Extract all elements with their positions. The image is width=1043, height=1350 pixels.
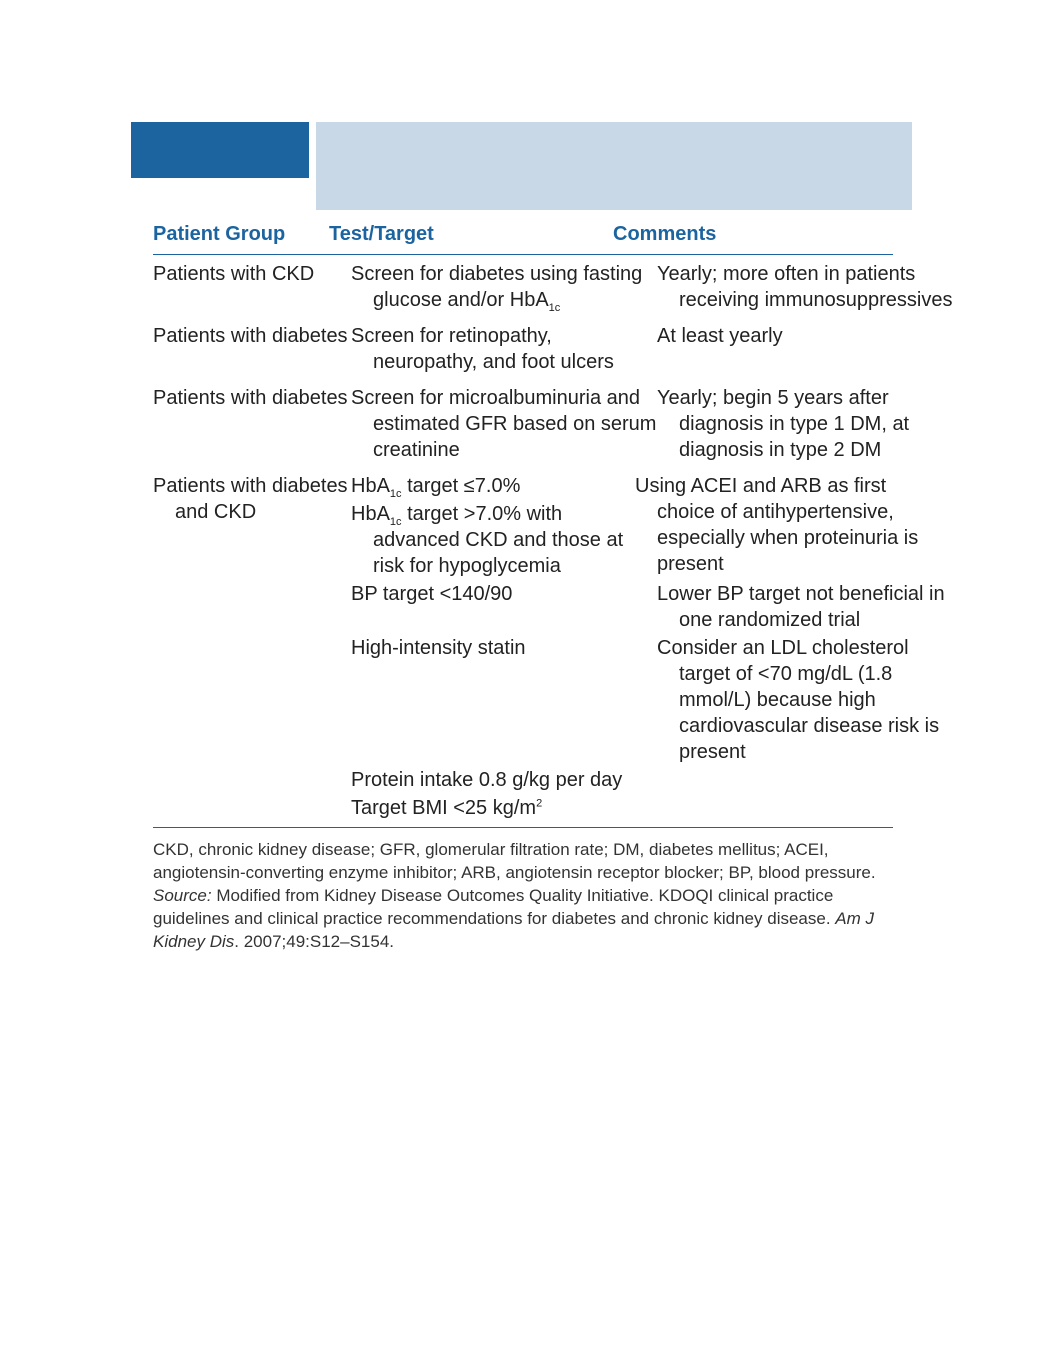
column-header-test-target: Test/Target xyxy=(329,223,434,245)
subscript: 1c xyxy=(548,302,561,314)
test-text: HbA xyxy=(351,503,390,525)
header-light-block xyxy=(316,122,912,210)
test-line xyxy=(351,501,635,579)
subscript: 1c xyxy=(389,516,402,528)
subscript: 1c xyxy=(389,488,402,500)
source-label: Source: xyxy=(153,886,212,905)
comment-cell xyxy=(635,767,915,821)
column-header-comments: Comments xyxy=(613,223,717,245)
patient-group-cell xyxy=(153,767,351,821)
recommendations-table xyxy=(153,214,953,828)
table-row xyxy=(153,579,945,633)
test-text: target >7.0% with advanced CKD and those at risk for hypoglycemia xyxy=(373,503,624,577)
table-header-row xyxy=(153,214,893,255)
comment-cell: Yearly; begin 5 years after diagnosis in type 1 DM, at diagnosis in type 2 DM xyxy=(657,387,910,461)
superscript: 2 xyxy=(536,797,543,810)
column-header-patient-group: Patient Group xyxy=(153,223,286,245)
header-dark-block xyxy=(131,122,309,178)
test-text: Screen for diabetes using fasting glucose and/or HbA xyxy=(351,263,643,311)
table-row xyxy=(153,255,953,314)
patient-group-cell: Patients with diabetes xyxy=(153,325,348,347)
source-note xyxy=(153,884,893,953)
test-line: Protein intake 0.8 g/kg per day xyxy=(351,769,623,791)
test-cell xyxy=(351,767,635,821)
patient-group-cell xyxy=(153,581,351,633)
test-line xyxy=(351,473,635,499)
test-cell: Screen for microalbuminuria and estimated GFR based on serum creatinine xyxy=(351,387,657,461)
comment-cell: At least yearly xyxy=(657,325,783,347)
table-row xyxy=(153,313,893,375)
table-row xyxy=(153,463,919,579)
comment-cell: Lower BP target not beneficial in one randomized trial xyxy=(657,583,945,631)
test-text: target ≤7.0% xyxy=(401,475,521,497)
test-line xyxy=(351,795,635,821)
test-text: HbA xyxy=(351,475,390,497)
comment-cell: Yearly; more often in patients receiving immunosuppressives xyxy=(657,263,953,311)
table-bottom-rule xyxy=(153,827,893,828)
table-row xyxy=(153,633,940,765)
test-cell: High-intensity statin xyxy=(351,637,526,659)
test-cell: BP target <140/90 xyxy=(351,583,513,605)
test-cell xyxy=(351,473,635,579)
test-cell: Screen for retinopathy, neuropathy, and foot ulcers xyxy=(351,325,614,373)
patient-group-cell: Patients with CKD xyxy=(153,263,315,285)
table-footnote xyxy=(153,838,893,953)
table-row xyxy=(153,375,910,463)
patient-group-cell xyxy=(153,635,351,765)
table-row xyxy=(153,765,893,821)
source-text: Modified from Kidney Disease Outcomes Quality Initiative. KDOQI clinical practice guidelines and clinical practice recommendations for diabetes and chronic kidney disease. xyxy=(153,886,836,928)
patient-group-cell: Patients with diabetes and CKD xyxy=(153,475,348,523)
journal-name: Am J Kidney Dis xyxy=(153,909,875,951)
patient-group-cell: Patients with diabetes xyxy=(153,387,348,409)
test-text: Target BMI <25 kg/m xyxy=(351,797,537,819)
comment-cell: Consider an LDL cholesterol target of <70 mg/dL (1.8 mmol/L) because high cardiovascular disease risk is present xyxy=(657,637,940,763)
test-cell xyxy=(351,261,657,313)
abbreviations-note: CKD, chronic kidney disease; GFR, glomerular filtration rate; DM, diabetes mellitus; ACEI, angiotensin-converting enzyme inhibitor; ARB, angiotensin receptor blocker; BP, blood pressure. xyxy=(153,840,876,882)
comment-cell: Using ACEI and ARB as first choice of antihypertensive, especially when proteinuria is present xyxy=(635,475,919,575)
citation-text: . 2007;49:S12–S154. xyxy=(234,932,395,951)
